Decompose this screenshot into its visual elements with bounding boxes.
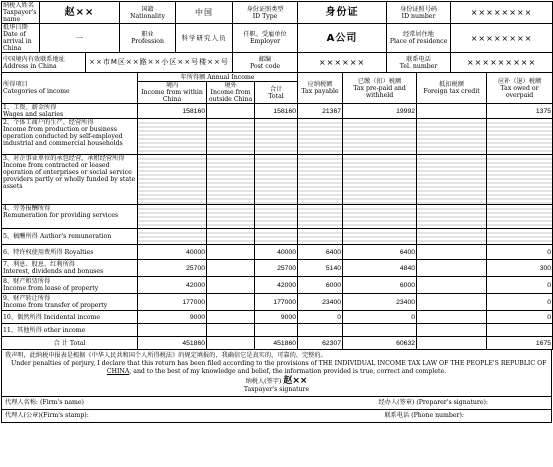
- cell-within: 42000: [138, 277, 207, 294]
- col-prepaid: 已缴（扣）税额 Tax pre-paid and withheld: [343, 73, 417, 104]
- arrival-date-value: 一: [40, 24, 120, 53]
- cell-payable: 5140: [298, 260, 343, 277]
- cell-outside: [207, 260, 255, 277]
- cell-credit: [417, 311, 487, 324]
- arrival-date-label: 抵华日期 Date of arrival in China: [2, 24, 40, 53]
- cell-outside: [207, 311, 255, 324]
- cell-within: [138, 119, 207, 155]
- cell-payable: 21367: [298, 104, 343, 119]
- taxpayer-name-value: 赵××: [40, 2, 120, 24]
- cell-prepaid: [343, 155, 417, 205]
- profession-value: 科学研究人员: [176, 24, 233, 53]
- col-owed: 应补（退）税额 Tax owed or overpaid: [487, 73, 553, 104]
- cell-outside: [207, 104, 255, 119]
- col-annual-income: 年所得额 Annual Income: [138, 73, 298, 82]
- cell-owed: 0: [487, 311, 553, 324]
- cell-owed: 0: [487, 245, 553, 260]
- cell-owed: [487, 205, 553, 229]
- cell-credit: [417, 324, 487, 337]
- profession-label: 职业 Profession: [120, 24, 176, 53]
- cell-prepaid: [343, 324, 417, 337]
- form-table: [1, 1, 553, 350]
- employer-label: 任职、受雇单位 Employer: [233, 24, 298, 53]
- cell-credit: [417, 229, 487, 245]
- tel-value: ×××××××××: [451, 53, 553, 73]
- total-prepaid: 60632: [343, 337, 417, 350]
- cell-credit: [417, 104, 487, 119]
- cell-prepaid: [343, 229, 417, 245]
- declaration-en-2: , and to the best of my knowledge and belief, the information provided is true, correct and complete.: [129, 368, 447, 375]
- cell-credit: [417, 205, 487, 229]
- totals-label: 合 计 Total: [2, 337, 138, 350]
- cell-owed: 0: [487, 294, 553, 311]
- cell-payable: [298, 155, 343, 205]
- id-number-label: 身份证照号码 ID number: [387, 2, 451, 24]
- table-row: [2, 245, 553, 260]
- agent-stamp-label: 代理人(公章)(Firm's stamp):: [5, 412, 89, 419]
- cell-payable: 23400: [298, 294, 343, 311]
- col-categories: 所得项目 Categories of income: [2, 73, 138, 104]
- cell-credit: [417, 260, 487, 277]
- table-row: [2, 277, 553, 294]
- row-label: 8、财产租赁所得 Income from lease of property: [2, 277, 138, 294]
- col-outside-china: 境外 Income from outside China: [207, 82, 255, 104]
- cell-payable: [298, 324, 343, 337]
- nationality-label: 国籍 Nationality: [120, 2, 176, 24]
- id-type-value: 身份证: [298, 2, 387, 24]
- address-label: 中国境内有效联系地址 Address in China: [2, 53, 86, 73]
- signature-label-en: Taxpayer's signature: [243, 386, 310, 393]
- row-label: 3、对企事业单位的承包经营、承租经营所得 Income from contracted or leased operation of enterprises or social service providers partly or wholly funded by state assets: [2, 155, 138, 205]
- cell-prepaid: 4840: [343, 260, 417, 277]
- cell-prepaid: 23400: [343, 294, 417, 311]
- cell-credit: [417, 155, 487, 205]
- residence-label: 经常居住地 Place of residence: [387, 24, 451, 53]
- cell-within: 9000: [138, 311, 207, 324]
- total-total: 451860: [255, 337, 298, 350]
- cell-owed: [487, 155, 553, 205]
- row-label: 5、稿酬所得 Author's remuneration: [2, 229, 138, 245]
- row-label: 9、财产转让所得 Income from transfer of property: [2, 294, 138, 311]
- preparer-signature-label: 经办人(签章) (Preparer's signature):: [378, 399, 488, 406]
- table-row: [2, 294, 553, 311]
- residence-value: ××××××××: [451, 24, 553, 53]
- total-payable: 62307: [298, 337, 343, 350]
- cell-within: [138, 229, 207, 245]
- tel-label: 联系电话 Tel. number: [387, 53, 451, 73]
- cell-total: [255, 324, 298, 337]
- cell-prepaid: 0: [343, 311, 417, 324]
- cell-outside: [207, 119, 255, 155]
- declaration-text: [2, 350, 551, 396]
- cell-outside: [207, 324, 255, 337]
- address-value: ××市M区××路××小区××号楼××号: [86, 53, 233, 73]
- col-foreign-credit: 抵扣税额 Foreign tax credit: [417, 73, 487, 104]
- cell-payable: [298, 205, 343, 229]
- cell-outside: [207, 277, 255, 294]
- cell-within: 177000: [138, 294, 207, 311]
- cell-credit: [417, 294, 487, 311]
- table-row: [2, 229, 553, 245]
- cell-credit: [417, 119, 487, 155]
- cell-within: 158160: [138, 104, 207, 119]
- table-row: [2, 324, 553, 337]
- cell-total: 9000: [255, 311, 298, 324]
- table-row: [2, 260, 553, 277]
- cell-within: [138, 155, 207, 205]
- cell-owed: [487, 229, 553, 245]
- employer-value: A公司: [298, 24, 387, 53]
- total-outside: [207, 337, 255, 350]
- table-row: [2, 119, 553, 155]
- postcode-label: 邮编 Post code: [233, 53, 298, 73]
- signature-label-cn: 纳税人(签字): [245, 378, 282, 385]
- cell-owed: 1375: [487, 104, 553, 119]
- phone-label: 联系电话 (Phone number):: [384, 412, 464, 419]
- id-type-label: 身份证照类型 ID Type: [233, 2, 298, 24]
- postcode-value: ××××××: [298, 53, 387, 73]
- cell-total: [255, 205, 298, 229]
- row-label: 11、其他所得 other income: [2, 324, 138, 337]
- cell-outside: [207, 245, 255, 260]
- cell-within: 25700: [138, 260, 207, 277]
- cell-outside: [207, 155, 255, 205]
- cell-prepaid: 19992: [343, 104, 417, 119]
- row-label: 7、利息、股息、红利所得 Interest, dividends and bonuses: [2, 260, 138, 277]
- totals-row: [2, 337, 553, 350]
- table-row: [2, 104, 553, 119]
- cell-total: 177000: [255, 294, 298, 311]
- cell-payable: 6400: [298, 245, 343, 260]
- col-within-china: 境内 Income from within China: [138, 82, 207, 104]
- cell-prepaid: 6400: [343, 245, 417, 260]
- row-label: 6、特许权使用费所得 Royalties: [2, 245, 138, 260]
- total-owed: 1675: [487, 337, 553, 350]
- taxpayer-signature: 赵××: [283, 376, 308, 386]
- cell-owed: [487, 324, 553, 337]
- taxpayer-name-label: 纳税人姓名 Taxpayer's name: [2, 2, 40, 24]
- cell-outside: [207, 229, 255, 245]
- cell-within: 40000: [138, 245, 207, 260]
- total-within: 451860: [138, 337, 207, 350]
- table-row: [2, 205, 553, 229]
- cell-total: [255, 119, 298, 155]
- agent-row: [2, 396, 551, 409]
- row-label: 1、工资、薪金所得 Wages and salaries: [2, 104, 138, 119]
- cell-outside: [207, 294, 255, 311]
- declaration-en-china: CHINA: [106, 368, 130, 375]
- cell-payable: 6000: [298, 277, 343, 294]
- cell-prepaid: [343, 205, 417, 229]
- agent-stamp-row: [2, 409, 551, 422]
- table-row: [2, 311, 553, 324]
- cell-owed: 0: [487, 277, 553, 294]
- cell-payable: [298, 229, 343, 245]
- row-label: 4、劳务报酬所得 Remuneration for providing services: [2, 205, 138, 229]
- total-credit: [417, 337, 487, 350]
- cell-within: [138, 205, 207, 229]
- cell-payable: [298, 119, 343, 155]
- cell-payable: 0: [298, 311, 343, 324]
- id-number-value: ××××××××: [451, 2, 553, 24]
- cell-outside: [207, 205, 255, 229]
- cell-credit: [417, 277, 487, 294]
- col-tax-payable: 应纳税额 Tax payable: [298, 73, 343, 104]
- declaration-en-1: Under penalties of perjury, I declare that this return has been filed according to the provisions of THE INDIVIDUAL INCOME TAX LAW OF THE PEOPLE'S REPUBLIC OF: [11, 360, 547, 367]
- cell-total: 42000: [255, 277, 298, 294]
- cell-prepaid: 6000: [343, 277, 417, 294]
- declaration-section: [1, 350, 552, 423]
- declaration-cn: 我声明，此纳税申报表是根据《中华人民共和国个人所得税法》的规定填报的，我确信它是真实的、可靠的、完整的。: [5, 352, 327, 359]
- cell-total: [255, 229, 298, 245]
- cell-owed: 300: [487, 260, 553, 277]
- cell-total: 158160: [255, 104, 298, 119]
- row-label: 10、偶然所得 Incidental income: [2, 311, 138, 324]
- cell-prepaid: [343, 119, 417, 155]
- cell-credit: [417, 245, 487, 260]
- row-label: 2、个体工商户的生产、经营所得 Income from production or business operation conducted by self-employed industrial and commercial households: [2, 119, 138, 155]
- cell-owed: [487, 119, 553, 155]
- col-total: 合计 Total: [255, 82, 298, 104]
- cell-total: [255, 155, 298, 205]
- agent-name-label: 代理人名称: (Firm's name): [5, 399, 84, 406]
- nationality-value: 中国: [176, 2, 233, 24]
- table-row: [2, 155, 553, 205]
- cell-total: 40000: [255, 245, 298, 260]
- cell-total: 25700: [255, 260, 298, 277]
- cell-within: [138, 324, 207, 337]
